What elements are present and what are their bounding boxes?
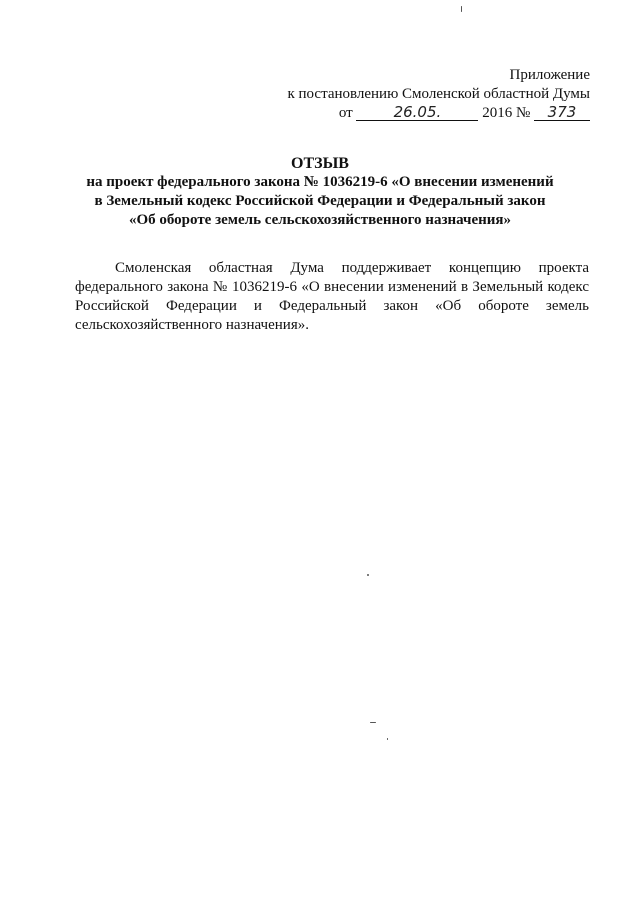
appendix-header — [287, 66, 590, 123]
document-title — [0, 154, 640, 230]
handwritten-number: 373 — [534, 104, 590, 121]
scan-speck — [370, 722, 376, 723]
body-paragraph: Смоленская областная Дума поддерживает концепцию проекта федерального закона № 1036219-6 «О внесении изменений в Земельный кодекс Российской Федерации и Федеральный закон «Об обороте земель сельскохозяйственного назначения». — [75, 260, 589, 333]
handwritten-date: 26.05. — [356, 104, 478, 121]
title-line-1: на проект федерального закона № 1036219-6 «О внесении изменений — [86, 174, 554, 190]
title-line-2: в Земельный кодекс Российской Федерации и Федеральный закон — [94, 193, 546, 209]
appendix-resolution: к постановлению Смоленской областной Думы — [287, 86, 590, 102]
year-number-label: 2016 № — [482, 105, 531, 121]
scan-speck — [461, 6, 462, 12]
appendix-label: Приложение — [509, 67, 590, 83]
scan-speck — [387, 738, 388, 740]
title-heading: ОТЗЫВ — [291, 155, 349, 172]
from-prefix: от — [338, 105, 353, 121]
appendix-date-line — [287, 104, 590, 123]
scan-speck — [367, 574, 369, 576]
title-line-3: «Об обороте земель сельскохозяйственного назначения» — [128, 212, 512, 228]
